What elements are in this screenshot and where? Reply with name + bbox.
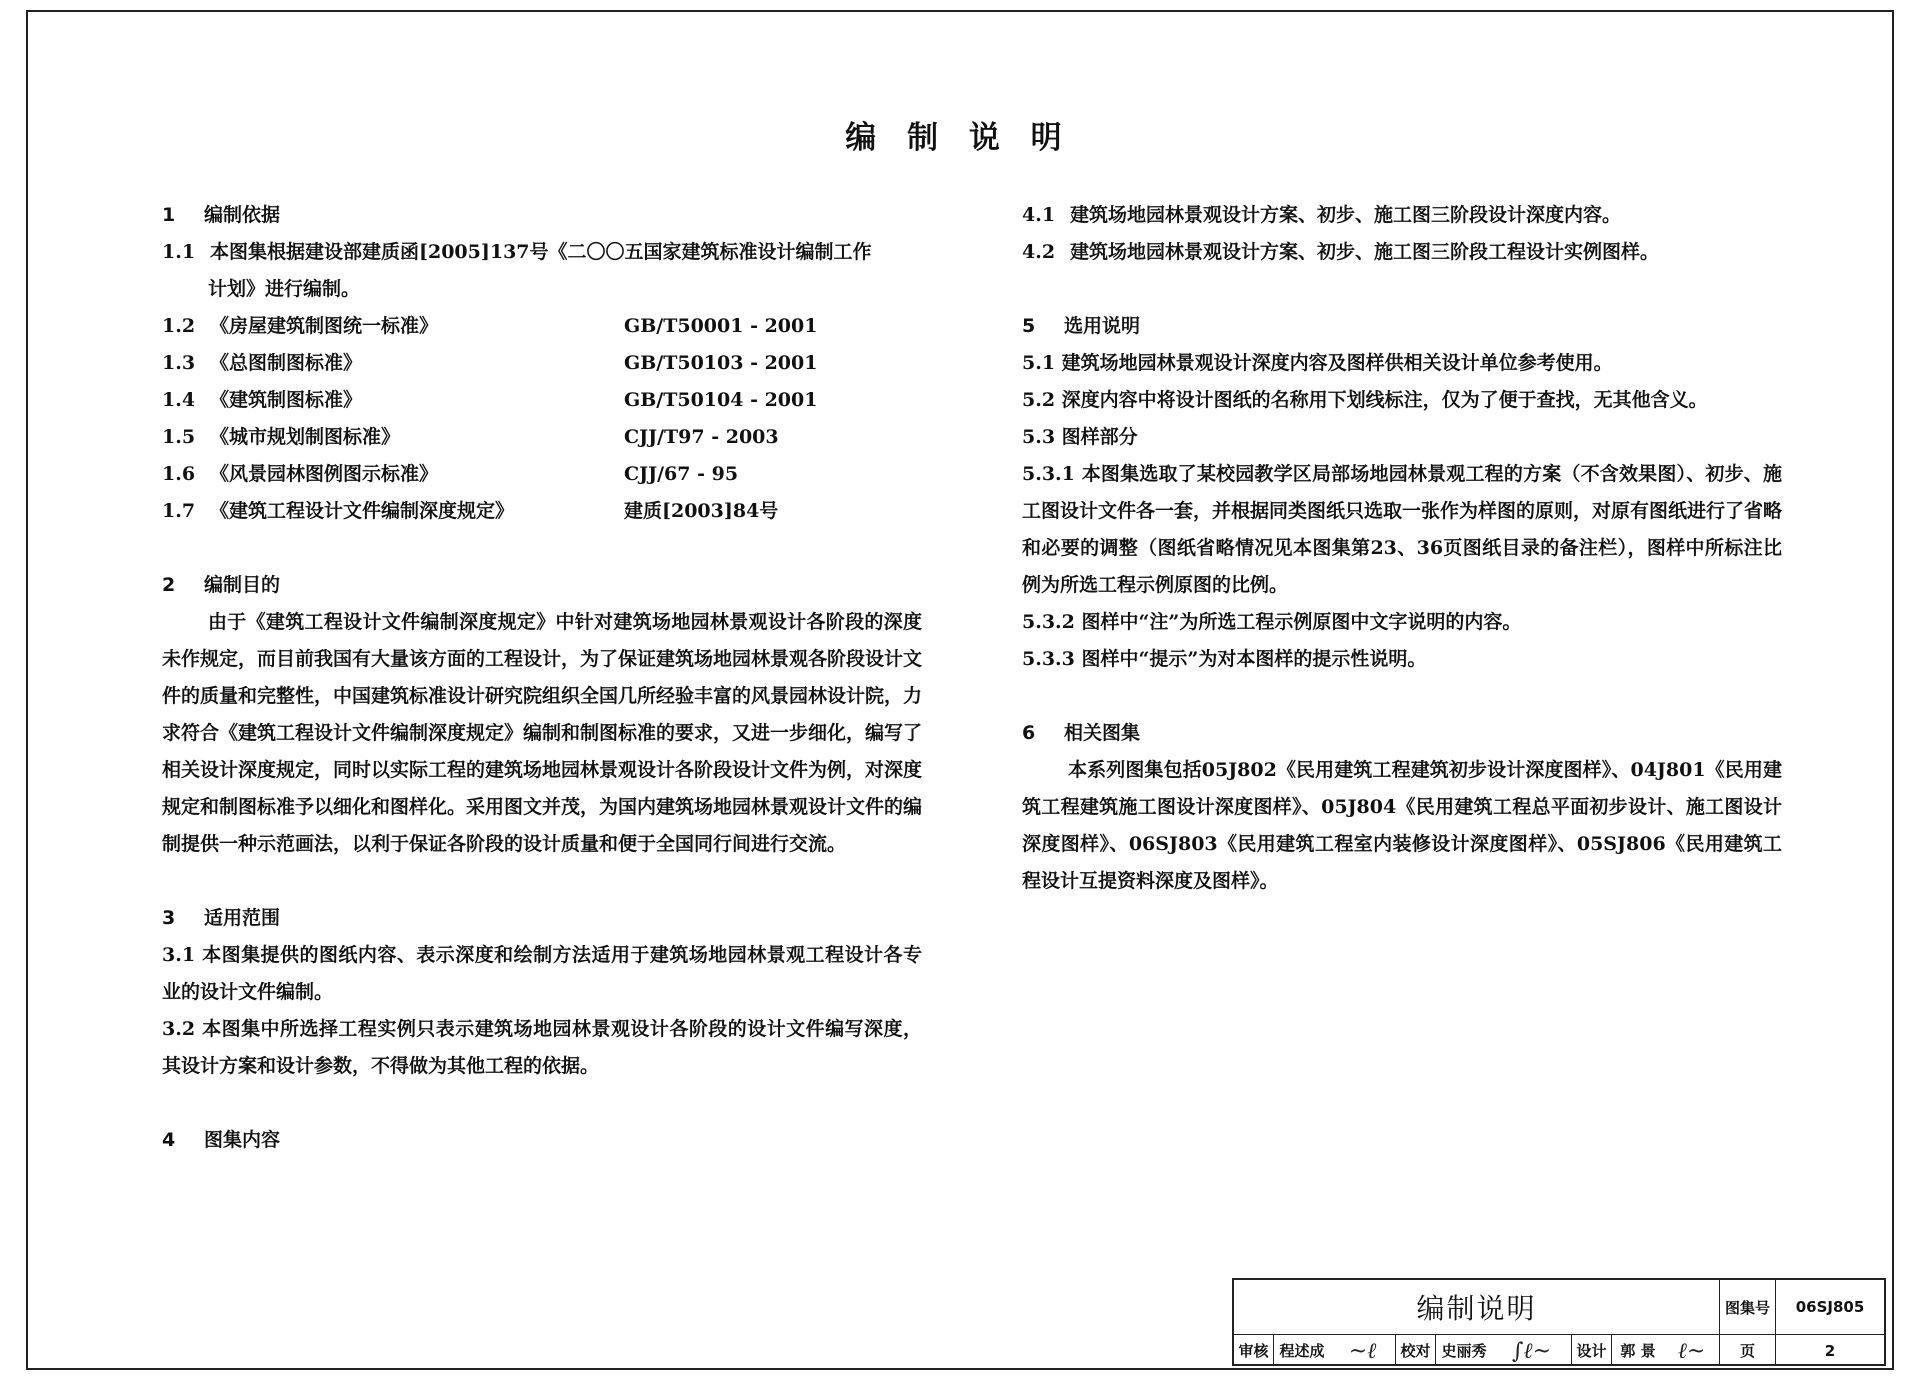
reviewer-signature: ~ℓ <box>1330 1335 1396 1366</box>
atlas-label: 图集号 <box>1720 1280 1776 1334</box>
paragraph: 3.1 本图集提供的图纸内容、表示深度和绘制方法适用于建筑场地园林景观工程设计各专业的设计文件编制。 <box>162 944 922 1003</box>
standard-row: 1.3 《总图制图标准》 GB/T50103 - 2001 <box>162 352 818 374</box>
reviewer-name: 程述成 <box>1279 1342 1325 1360</box>
left-column <box>162 197 922 1159</box>
designer-signature: ℓ~ <box>1664 1335 1720 1366</box>
section-heading: 6 相关图集 <box>1022 722 1141 744</box>
list-item: 5.3.3 图样中“提示”为对本图样的提示性说明。 <box>1022 648 1427 670</box>
standard-row: 1.7 《建筑工程设计文件编制深度规定》 建质[2003]84号 <box>162 500 779 522</box>
list-item: 4.1 建筑场地园林景观设计方案、初步、施工图三阶段设计深度内容。 <box>1022 204 1622 226</box>
paragraph: 本系列图集包括05J802《民用建筑工程建筑初步设计深度图样》、04J801《民用建筑工程建筑施工图设计深度图样》、05J804《民用建筑工程总平面初步设计、施工图设计深度图样》、06SJ803《民用建筑工程室内装修设计深度图样》、05SJ806《民用建筑工程设计互提资料深度及图样》。 <box>1022 759 1782 892</box>
check-label: 校对 <box>1396 1335 1436 1366</box>
review-label: 审核 <box>1234 1335 1274 1366</box>
paragraph: 由于《建筑工程设计文件编制深度规定》中针对建筑场地园林景观设计各阶段的深度未作规定，而目前我国有大量该方面的工程设计，为了保证建筑场地园林景观各阶段设计文件的质量和完整性，中国建筑标准设计研究院组织全国几所经验丰富的风景园林设计院，力求符合《建筑工程设计文件编制深度规定》编制和制图标准的要求，又进一步细化，编写了相关设计深度规定，同时以实际工程的建筑场地园林景观设计各阶段设计文件为例，对深度规定和制图标准予以细化和图样化。采用图文并茂，为国内建筑场地园林景观设计文件的编制提供一种示范画法，以利于保证各阶段的设计质量和便于全国同行间进行交流。 <box>162 611 923 855</box>
section-heading: 5 选用说明 <box>1022 315 1141 337</box>
checker-signature: ∫ℓ~ <box>1492 1335 1572 1366</box>
designer-name: 郭 景 <box>1620 1342 1656 1360</box>
section-heading: 2 编制目的 <box>162 574 281 596</box>
list-item: 5.1 建筑场地园林景观设计深度内容及图样供相关设计单位参考使用。 <box>1022 352 1613 374</box>
section-heading: 3 适用范围 <box>162 907 281 929</box>
checker-name: 史丽秀 <box>1441 1342 1487 1360</box>
list-item: 1.1 本图集根据建设部建质函[2005]137号《二〇〇五国家建筑标准设计编制工作 <box>162 241 872 263</box>
section-heading: 4 图集内容 <box>162 1129 281 1151</box>
list-item-continuation: 计划》进行编制。 <box>208 278 361 300</box>
paragraph: 3.2 本图集中所选择工程实例只表示建筑场地园林景观设计各阶段的设计文件编写深度，其设计方案和设计参数，不得做为其他工程的依据。 <box>162 1018 922 1077</box>
standard-row: 1.6 《风景园林图例图示标准》 CJJ/67 - 95 <box>162 463 739 485</box>
section-heading: 1 编制依据 <box>162 204 281 226</box>
right-column <box>1022 197 1782 900</box>
paragraph: 5.3.1 本图集选取了某校园教学区局部场地园林景观工程的方案（不含效果图）、初步、施工图设计文件各一套，并根据同类图纸只选取一张作为样图的原则，对原有图纸进行了省略和必要的调整（图纸省略情况见本图集第23、36页图纸目录的备注栏），图样中所标注比例为所选工程示例原图的比例。 <box>1022 463 1783 596</box>
page-label: 页 <box>1720 1335 1776 1366</box>
standard-row: 1.2 《房屋建筑制图统一标准》 GB/T50001 - 2001 <box>162 315 818 337</box>
standard-row: 1.4 《建筑制图标准》 GB/T50104 - 2001 <box>162 389 818 411</box>
page-title: 编 制 说 明 <box>845 120 1072 156</box>
standard-row: 1.5 《城市规划制图标准》 CJJ/T97 - 2003 <box>162 426 779 448</box>
list-item: 4.2 建筑场地园林景观设计方案、初步、施工图三阶段工程设计实例图样。 <box>1022 241 1660 263</box>
page-number: 2 <box>1824 1341 1836 1360</box>
list-item: 5.2 深度内容中将设计图纸的名称用下划线标注，仅为了便于查找，无其他含义。 <box>1022 389 1708 411</box>
design-label: 设计 <box>1572 1335 1612 1366</box>
title-block-name: 编制说明 <box>1234 1280 1720 1334</box>
list-item: 5.3.2 图样中“注”为所选工程示例原图中文字说明的内容。 <box>1022 611 1522 633</box>
list-item: 5.3 图样部分 <box>1022 426 1138 448</box>
title-block <box>1232 1278 1886 1366</box>
atlas-number: 06SJ805 <box>1795 1298 1865 1316</box>
